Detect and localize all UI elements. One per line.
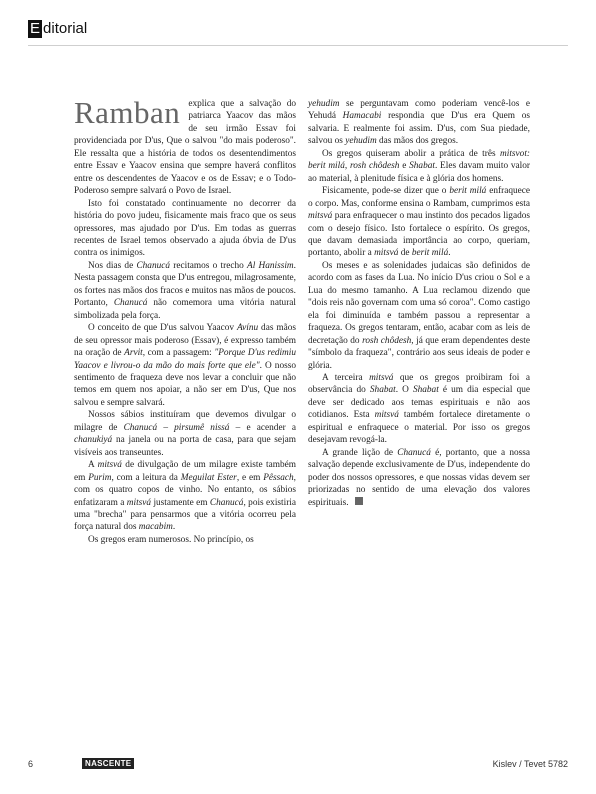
paragraph <box>308 185 530 260</box>
page-number: 6 <box>28 759 34 769</box>
text-run: , pois existiria uma "brecha" para pensarmos que a vitória ocorreu pela força natural dos <box>74 497 297 533</box>
text-run: Fisicamente, pode-se dizer que o <box>322 186 450 197</box>
italic-term: Shabat <box>369 385 396 396</box>
text-run: se perguntavam como poderiam vencê-los e Yehudá <box>308 99 530 122</box>
article-column-right <box>308 98 530 509</box>
text-run: , com os quatro copos de vinho. No entanto, os sábios enfatizaram a <box>74 472 296 508</box>
text-run: e <box>399 161 410 172</box>
italic-term: mitsvá <box>97 460 122 471</box>
text-run: é, portanto, que a nossa salvação depende exclusivamente de D'us, independente do poder dos nossos opressores, e que nossas vidas devem ser priorizadas no sentido de uma elevação dos valores espirituais. <box>308 447 530 508</box>
paragraph: Ramban explica que a salvação do patriarca Yaacov das mãos de seu irmão Essav foi providenciada por D'us, Que o salvou "do mais poderoso". Ele ressalta que a história de todos os desentendimentos entre Essav e Yaacov ensina que sempre haverá conflitos entre os descendentes de Yaacov e os de Essav; e o Todo-Poderoso sempre salvará o Povo de Israel. <box>74 95 296 197</box>
paragraph <box>308 98 530 148</box>
text-run: Nos dias de <box>88 260 137 271</box>
italic-term: Avínu <box>236 323 259 334</box>
text-run: respondia que D'us era Quem os salvaria. E realmente foi assim. D'us, com Sua piedade, salvou os <box>308 111 530 147</box>
italic-term: Chanucá – pirsumê nissá <box>123 422 230 433</box>
text-run: A terceira <box>322 372 370 383</box>
section-header <box>28 20 87 38</box>
text-run: Os gregos quiseram abolir a prática de três <box>322 148 501 159</box>
italic-term: mitsvá <box>369 372 394 383</box>
italic-term: yehudim <box>308 99 340 109</box>
italic-term: mitsvá <box>126 497 152 508</box>
italic-term: berit milá <box>449 186 487 197</box>
italic-term: Pêssach <box>263 472 294 483</box>
text-run: que os gregos proibiram foi a observância do <box>308 372 530 396</box>
paragraph <box>308 372 530 447</box>
italic-term: Chanucá <box>209 497 244 508</box>
italic-term: Meguilat Ester <box>180 472 237 483</box>
text-run: . O <box>395 385 413 396</box>
paragraph <box>308 447 530 509</box>
text-run: A grande lição de <box>322 447 398 458</box>
italic-term: mitsvá <box>374 248 399 259</box>
paragraph: Os gregos eram numerosos. No princípio, os <box>88 534 254 545</box>
text-run: não comemora uma vitória natural simbolizada pela força. <box>74 298 296 321</box>
italic-term: Purim <box>88 472 112 483</box>
text-run: recitamos o trecho <box>170 260 248 271</box>
text-run: Nossos sábios instituíram que devemos divulgar o milagre de <box>74 410 296 433</box>
paragraph <box>74 459 296 534</box>
drop-cap-word: Ramban <box>74 95 181 130</box>
text-run: de <box>398 248 412 259</box>
text-run: enfraquece o corpo. Mas, conforme ensina o Rambam, cumprimos esta <box>308 186 530 209</box>
section-title: ditorial <box>43 20 88 37</box>
italic-term: "Porque D'us redimiu Yaacov e livrou-o da mão do mais forte que ele" <box>74 348 297 371</box>
text-run: , já que eram dependentes deste "símbolo da fraqueza", contrário aos seus ideais de poder e glória. <box>308 335 530 371</box>
text-run: . Eles davam muito valor ao material, à plenitude física e à glória dos homens. <box>308 161 530 184</box>
text-run: para enfraquecer o mau instinto dos pecados ligados com o desejo físico. Isto fortalece o espírito. Os gregos, que davam demasiada importância ao corpo, queriam, portanto, abolir a <box>308 211 530 259</box>
italic-term: Chanucá <box>136 260 171 271</box>
italic-term: Arvit <box>124 348 143 359</box>
text-run: A <box>88 460 98 471</box>
text-run: . Nesta passagem consta que D'us entregou, milagrosamente, os fortes nas mãos dos fracos e muitos nas mãos de poucos. Portanto, <box>74 260 296 309</box>
article-column-left <box>74 95 297 546</box>
paragraph <box>74 322 296 409</box>
paragraph <box>74 260 296 322</box>
text-run: na janela ou na porta de casa, para que sejam visíveis aos transeuntes. <box>74 435 296 458</box>
text-run: , e em <box>236 472 264 483</box>
text-run: – e acender a <box>229 422 296 433</box>
text-run: . O nosso sentimento de fraqueza deve nos levar a concluir que não temos em quem nos apoiar, a não ser em D'us, Que nos salvou e sempre salvará. <box>74 360 296 408</box>
italic-term: chanukiyá <box>74 435 113 446</box>
end-of-article-mark <box>355 497 363 505</box>
italic-term: Shabat <box>409 161 435 172</box>
paragraph <box>308 260 530 372</box>
italic-term: Hamacabi <box>342 111 382 122</box>
text-run: também fortalece diretamente o espiritual e enfraquece o material. Por isso os gregos desejavam revogá-la. <box>308 410 530 446</box>
section-initial: E <box>30 20 41 37</box>
page-footer <box>28 757 568 773</box>
header-divider <box>28 45 568 46</box>
italic-term: mitsvot: berit milá, rosh chôdesh <box>308 148 530 172</box>
italic-term: rosh chôdesh <box>362 335 412 346</box>
text-run: de divulgação de um milagre existe também em <box>74 460 296 483</box>
text-run: . <box>172 522 176 533</box>
paragraph <box>308 148 530 185</box>
italic-term: mitsvá <box>308 211 333 222</box>
italic-term: berit milá <box>411 248 449 259</box>
text-run: O conceito de que D'us salvou Yaacov <box>88 323 237 334</box>
paragraph <box>74 409 296 459</box>
text-run: das mãos dos gregos. <box>376 136 459 147</box>
text-run: . <box>448 248 451 259</box>
issue-date: Kislev / Tevet 5782 <box>492 759 568 769</box>
text-run: Os meses e as solenidades judaicas são definidos de acordo com as fases da Lua. No início D'us criou o Sol e a Lua do mesmo tamanho. A Lua reclamou dizendo que "dois reis não governam com uma só coroa". Como castigo ela foi diminuída e também passou a representar a fraqueza. Os gregos tentaram, então, acabar com as leis de decretação do <box>308 260 530 346</box>
text-run: , com a passagem: <box>142 348 215 359</box>
text-run: das mãos de seu opressor mais poderoso (Essav), é expresso também na oração de <box>74 323 296 359</box>
italic-term: Shabat <box>412 385 439 396</box>
italic-term: yehudim <box>345 136 377 147</box>
italic-term: macabim <box>138 522 173 533</box>
magazine-logo: NASCENTE <box>82 758 134 769</box>
paragraph: Isto foi constatado continuamente no decorrer da história do povo judeu, fisicamente mais fraco que os seus opressores, mas ajudado por D'us. Em todas as guerras recentes de Israel temos observado a ajuda óbvia de D'us contra os inimigos. <box>74 198 296 259</box>
italic-term: mitsvá <box>374 410 399 421</box>
text-run: , com a leitura da <box>111 472 181 483</box>
text-run: justamente em <box>151 497 210 508</box>
italic-term: Al Hanissim <box>247 260 294 271</box>
text-run: é um dia especial que deve ser dedicado aos temas espirituais e não aos cotidianos. Esta <box>308 385 530 421</box>
italic-term: Chanucá <box>397 447 431 458</box>
italic-term: Chanucá <box>113 298 148 309</box>
